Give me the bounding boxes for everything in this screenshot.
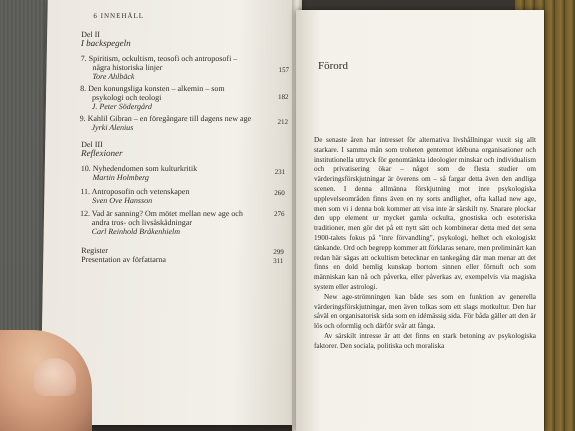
- right-page-foreword: [296, 10, 544, 431]
- chapter-8-title: 8. Den konungsliga konsten – alkemin – som: [80, 84, 225, 93]
- foreword-paragraph-3: Av särskilt intresse är att det finns en stark betoning av psykologiska faktorer. Den sociala, politiska och moraliska: [314, 331, 536, 350]
- chapter-10-page: 231: [274, 168, 286, 176]
- chapter-9-page: 212: [277, 118, 289, 126]
- chapter-12-page: 276: [273, 210, 285, 218]
- thumbnail: [34, 358, 76, 396]
- chapter-8-title-cont: psykologi och teologi: [91, 93, 162, 102]
- chapter-9-title: 9. Kahlil Gibran – en föregångare till dagens new age: [79, 114, 252, 123]
- foreword-paragraph-1: De senaste åren har intresset för alternativa livshållningar vuxit sig allt starkare. I samma mån som troheten gentemot idébuna organisationer och institutionella uttryck för genomtänkta ideologier minskar och individualism och privatisering ökar – något som de flesta studier om värderingsförskjutningar är överens om – så fargar detta även den andliga scenen. I denna allmänna förskjutning mot inre psykologiska upplevelseområden finns även en ny sorts andlighet, ofta kallad new age, men som vi i denna bok kommer att visa inte är särskilt ny. Snarare plockar den upp element ur mycket gamla ockulta, gnostiska och esoteriska traditioner, men gör det på ett nytt sätt och kombinerar detta med det sena 1900-talets fokus på "inre förvandling", psykologi, helhet och ekologiskt tänkande. Ord och begrepp kommer att förklaras senare, men preliminärt kan redan här sägas att ockultism betecknar en tankegång där man menar att det finns en dold hemlig kunskap bortom sinnen eller förnuft och som människan kan nå och påverka, eller påverkas av, exempelvis via magiska system eller astrologi.: [314, 136, 536, 291]
- part2-label: Del II: [81, 30, 101, 39]
- foreword-title: Förord: [318, 60, 348, 72]
- chapter-12-title-cont: andra tros- och livsåskådningar: [91, 218, 193, 227]
- presentation-page: 311: [273, 257, 284, 265]
- foreword-body: [314, 136, 536, 352]
- running-header: 6 INNEHÅLL: [93, 12, 145, 20]
- chapter-11-page: 260: [274, 189, 285, 197]
- chapter-8-page: 182: [277, 93, 289, 101]
- chapter-12-title: 12. Vad är sanning? Om mötet mellan new age och: [79, 209, 243, 218]
- chapter-8-author: J. Peter Södergård: [91, 102, 152, 111]
- register-page: 299: [273, 248, 284, 256]
- register-label: Register: [81, 246, 109, 255]
- chapter-7-title-cont: några historiska linjer: [92, 63, 163, 72]
- part3-label: Del III: [81, 140, 103, 149]
- chapter-7-page: 157: [278, 66, 290, 74]
- chapter-10-title: 10. Nyhedendomen som kulturkritik: [80, 164, 198, 173]
- part3-title: Reflexioner: [80, 148, 123, 158]
- chapter-10-author: Martin Holmberg: [92, 173, 150, 182]
- chapter-11-author: Sven Ove Hansson: [92, 196, 153, 205]
- chapter-12-author: Carl Reinhold Bråkenhielm: [91, 227, 181, 236]
- chapter-7-author: Tore Ahlbäck: [92, 72, 135, 81]
- chapter-7-title: 7. Spiritism, ockultism, teosofi och antroposofi –: [80, 54, 238, 63]
- foreword-paragraph-2: New age-strömningen kan både ses som en funktion av generella värderingsförskjutningar, men även tolkas som ett slags motkultur. Den har såväl en organisatorisk sida som en idémässig sida. För båda gäller att den är lös och oformlig och därför svår att fånga.: [314, 292, 536, 331]
- chapter-9-author: Jyrki Alenius: [91, 123, 134, 132]
- part2-title: I backspegeln: [80, 38, 131, 48]
- chapter-11-title: 11. Antroposofin och vetenskapen: [80, 187, 190, 196]
- presentation-label: Presentation av författarna: [81, 255, 167, 264]
